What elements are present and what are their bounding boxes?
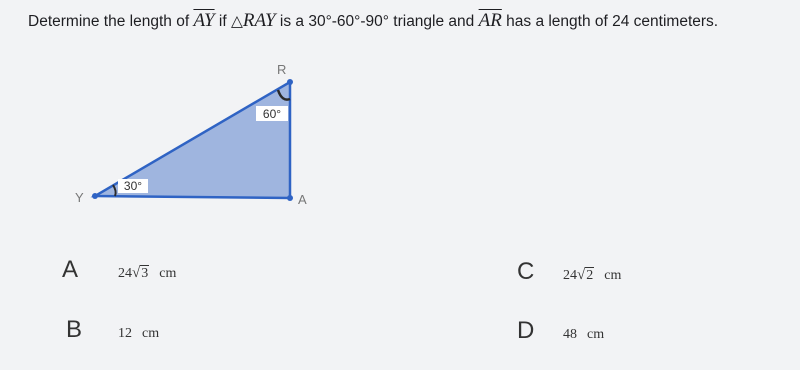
choice-b-letter: B — [66, 316, 83, 343]
choice-b[interactable] — [66, 316, 159, 344]
choice-c-coef: 24 — [563, 268, 577, 283]
choice-b-unit: cm — [142, 326, 160, 341]
choice-d-letter: D — [517, 317, 535, 344]
choice-a[interactable] — [62, 256, 176, 284]
choice-b-value — [118, 326, 159, 342]
choice-a-coef: 24 — [118, 266, 132, 281]
choice-c-letter: C — [517, 258, 535, 285]
vertex-y-label: Y — [75, 190, 84, 205]
choice-a-letter: A — [62, 256, 79, 283]
question-text — [28, 10, 798, 32]
choice-a-value: 24√3 cm — [118, 265, 177, 281]
vertex-r-dot — [287, 79, 293, 85]
choice-c[interactable] — [517, 258, 621, 286]
question-prefix: Determine the length of — [28, 13, 190, 30]
choice-d[interactable] — [517, 317, 604, 345]
choice-c-unit: cm — [604, 268, 622, 283]
question-suffix: has a length of 24 centimeters. — [506, 13, 719, 30]
choice-a-radicand: 3 — [141, 266, 149, 281]
triangle-figure — [60, 52, 330, 212]
choice-d-value — [563, 327, 604, 343]
triangle-symbol: △ — [230, 13, 243, 30]
vertex-y-dot — [92, 193, 98, 199]
choice-c-radicand: 2 — [586, 268, 594, 283]
choice-c-value: 24√2 cm — [563, 267, 622, 283]
segment-ar: $\overline{AR}$ — [478, 10, 502, 31]
vertex-a-dot — [287, 195, 293, 201]
choice-b-number: 12 — [118, 326, 132, 341]
vertex-r-label: R — [277, 62, 287, 77]
choice-d-unit: cm — [587, 327, 605, 342]
question-if: if — [218, 13, 227, 30]
choice-d-number: 48 — [563, 327, 577, 342]
segment-ay: $\overline{AY}$ — [193, 10, 215, 31]
angle-r-label: 60° — [262, 107, 282, 121]
choice-a-unit: cm — [159, 266, 177, 281]
vertex-a-label: A — [298, 192, 307, 207]
angle-y-label: 30° — [123, 179, 143, 193]
question-middle: is a 30°-60°-90° triangle and — [279, 13, 475, 30]
triangle-name: RAY — [242, 10, 276, 31]
